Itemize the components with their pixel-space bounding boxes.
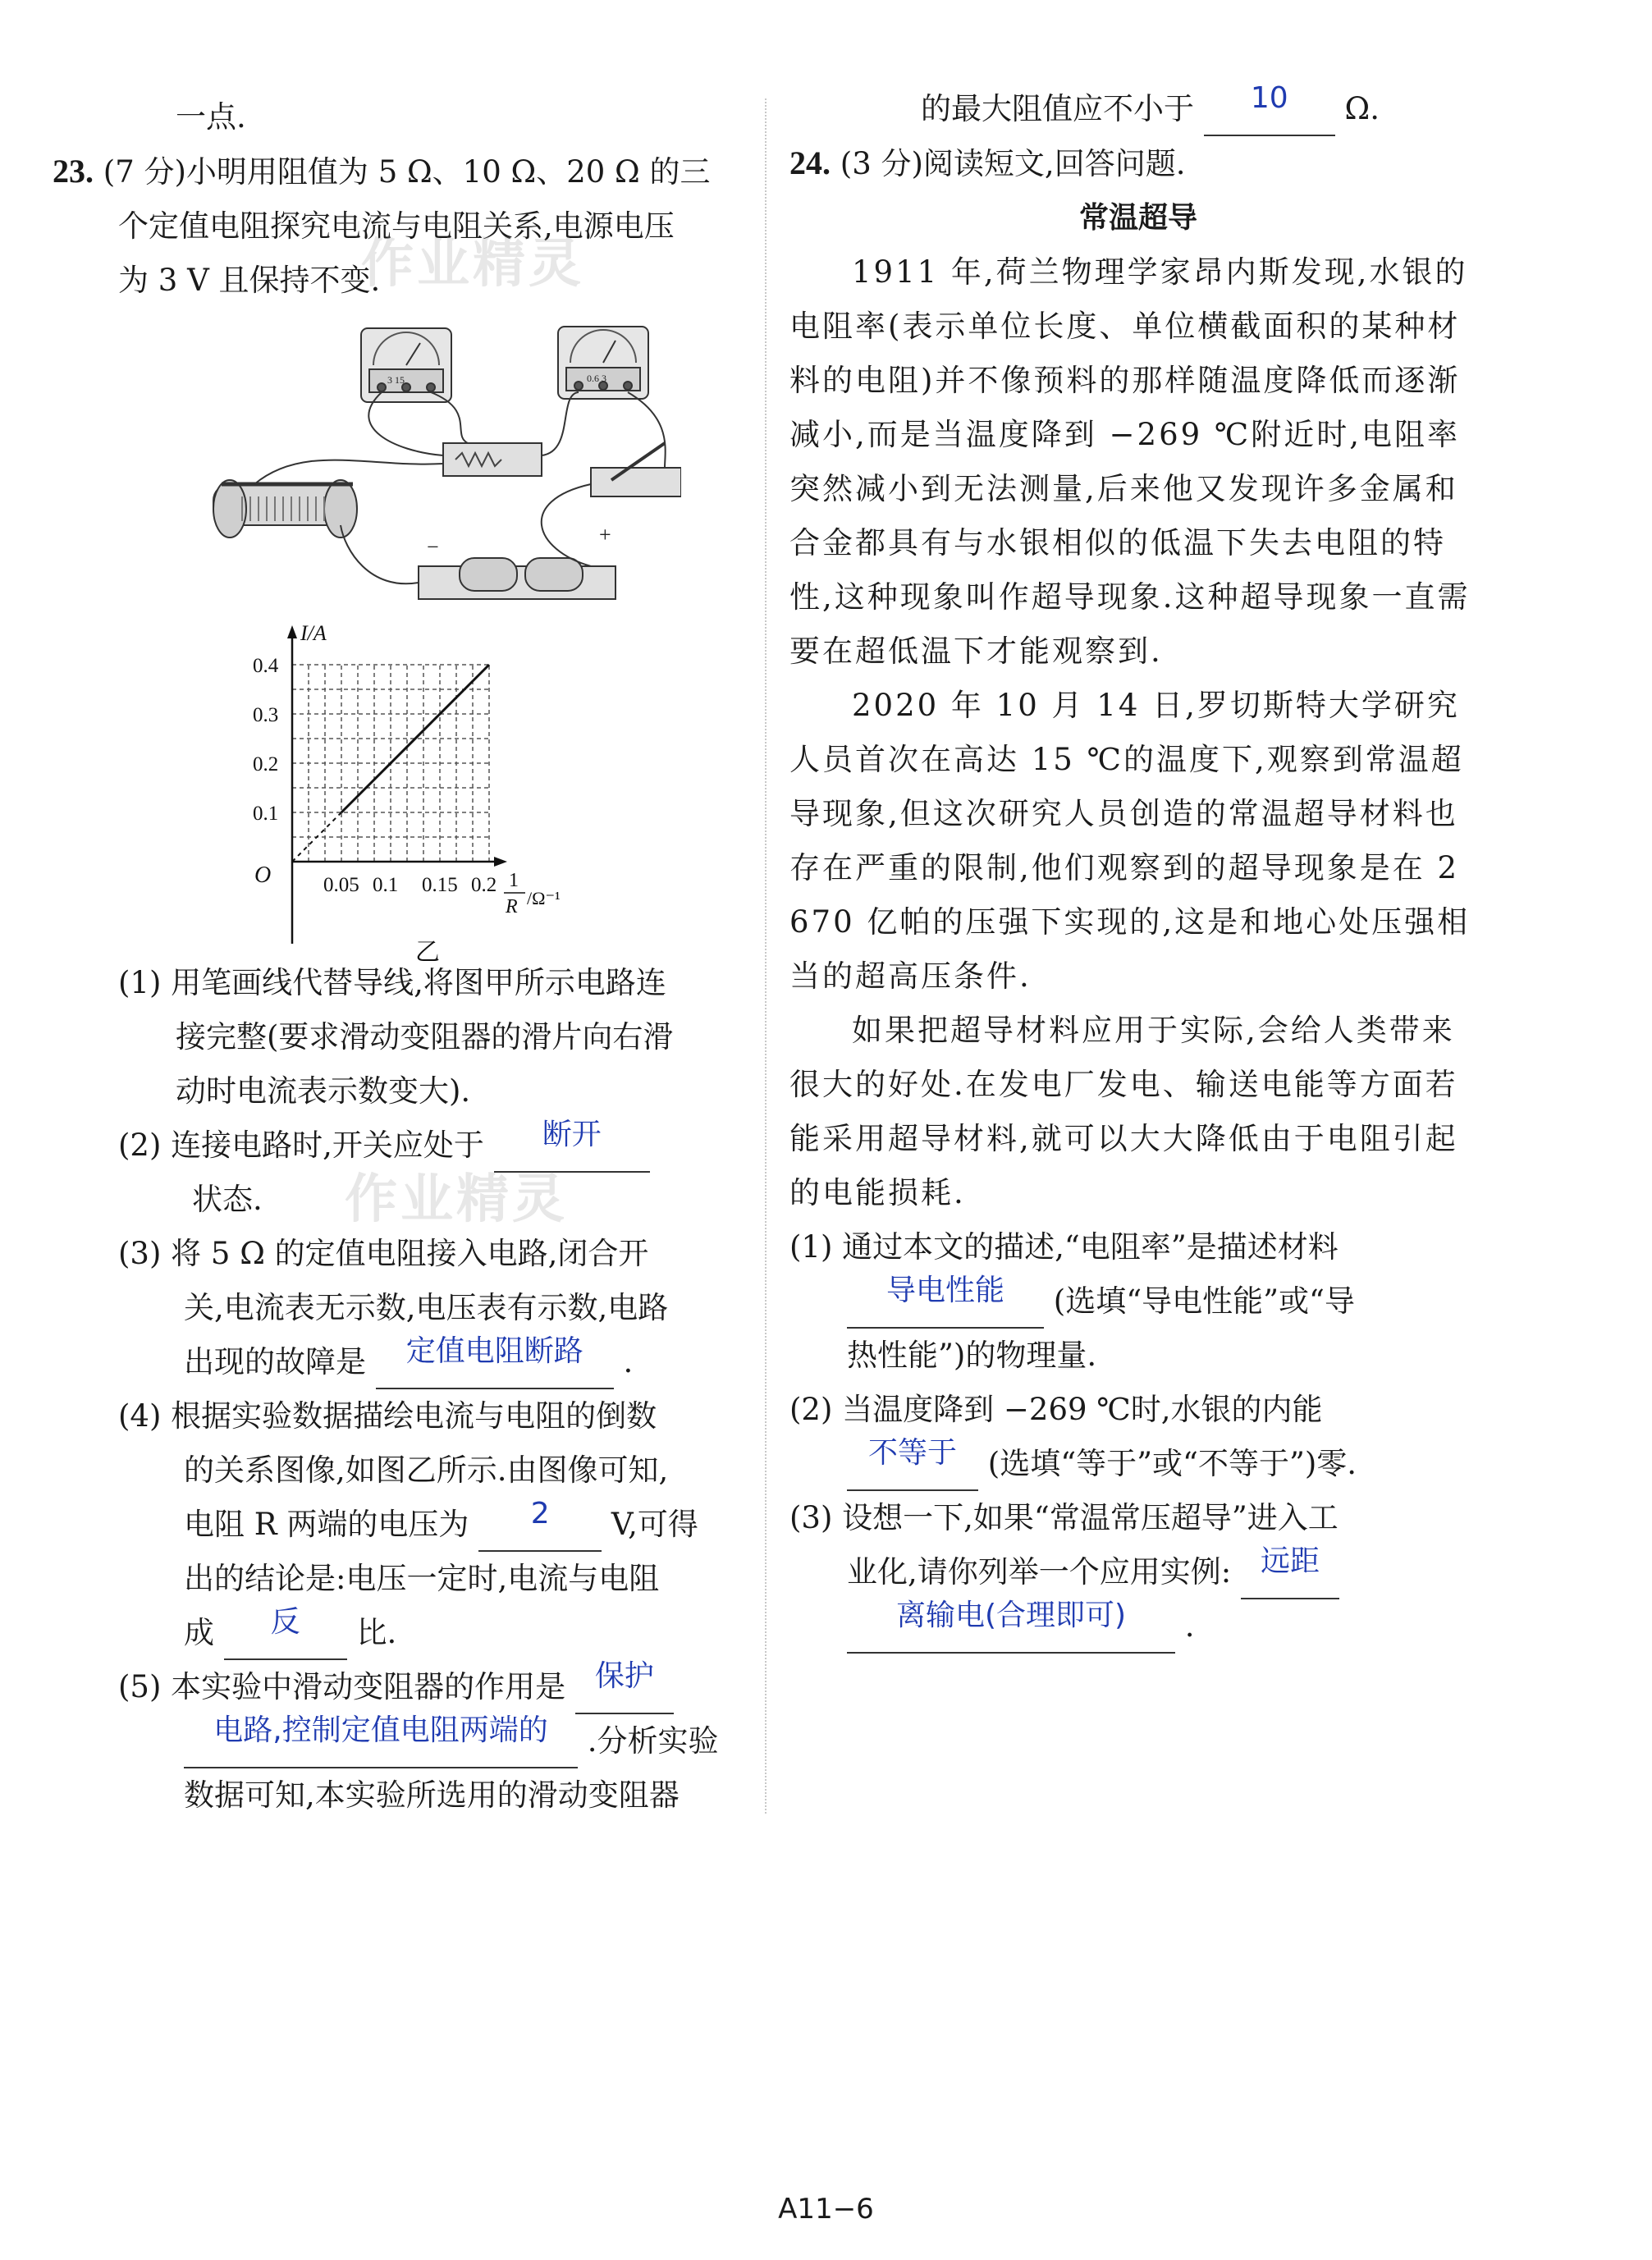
s2-line-2 (789, 1437, 1487, 1491)
s3-post: . (1184, 1608, 1195, 1644)
wire (542, 484, 591, 566)
answer-blank (847, 1274, 1044, 1329)
sub5-line-3: 数据可知,本实验所选用的滑动变阻器 (184, 1777, 680, 1813)
x-tick-label: 0.1 (373, 874, 399, 896)
q23-line-1 (53, 144, 742, 199)
sub2-line-2: 状态. (192, 1182, 263, 1217)
sub1-line-2: 接完整(要求滑动变阻器的滑片向右滑 (176, 1019, 674, 1055)
answer-blank (376, 1334, 614, 1389)
handwritten-answer: 不等于 (867, 1436, 957, 1470)
sub4-post-2: 比. (356, 1615, 397, 1650)
answer-blank (1241, 1544, 1339, 1599)
question-number: 24. (789, 144, 831, 181)
s3-line-1: (3) 设想一下,如果“常温常压超导”进入工 (789, 1500, 1339, 1535)
sub5-text: (5) 本实验中滑动变阻器的作用是 (118, 1669, 566, 1704)
s2-line-1: (2) 当温度降到 −269 ℃时,水银的内能 (789, 1392, 1323, 1427)
y-tick-label: 0.1 (253, 803, 279, 825)
q24-line-1 (789, 136, 1487, 191)
sub5-line-2 (53, 1714, 742, 1768)
unit-ohm: Ω. (1344, 91, 1380, 126)
q23-line-3: 为 3 V 且保持不变. (118, 263, 381, 298)
handwritten-answer: 断开 (542, 1118, 602, 1151)
handwritten-answer: 离输电(合理即可) (895, 1599, 1127, 1632)
s1-text: (选填“导电性能”或“导 (1053, 1283, 1355, 1319)
x-tick-label: 0.2 (471, 874, 497, 896)
voltmeter (361, 328, 451, 402)
sub3-line-3 (53, 1335, 742, 1389)
y-axis-label: I/A (300, 621, 327, 645)
y-axis-arrow (287, 625, 297, 638)
q23-continuation (789, 82, 1487, 136)
x-axis-arrow (494, 857, 507, 867)
sub5-line-1 (53, 1660, 742, 1714)
sub4-line-4: 出的结论是:电压一定时,电流与电阻 (184, 1561, 660, 1596)
origin-label: O (254, 862, 272, 888)
sub4-text: 电阻 R 两端的电压为 (184, 1507, 469, 1542)
handwritten-answer: 保护 (594, 1659, 654, 1693)
s3-line-2 (789, 1545, 1487, 1599)
continuation-text: 一点. (176, 99, 246, 135)
right-column (789, 81, 1487, 1654)
handwritten-answer: 电路,控制定值电阻两端的 (213, 1713, 548, 1747)
y-tick-label: 0.2 (253, 753, 279, 775)
q24-text: (3 分)阅读短文,回答问题. (840, 146, 1186, 181)
answer-blank (184, 1713, 578, 1768)
sub5-post: .分析实验 (587, 1723, 719, 1759)
battery (419, 523, 615, 599)
sub3-line-1: (3) 将 5 Ω 的定值电阻接入电路,闭合开 (118, 1236, 649, 1271)
x-tick-label: 0.05 (323, 874, 359, 896)
answer-blank (847, 1436, 978, 1491)
sub2-text: (2) 连接电路时,开关应处于 (118, 1128, 484, 1163)
y-tick-label: 0.3 (253, 704, 279, 726)
x-axis-label-num: 1 (509, 870, 519, 891)
wire (542, 392, 579, 455)
handwritten-answer: 10 (1250, 81, 1288, 115)
answer-blank (224, 1605, 347, 1660)
voltmeter-scale: 3 15 (387, 374, 405, 386)
wire (254, 460, 443, 484)
s1-line-3: 热性能”)的物理量. (847, 1338, 1097, 1373)
ammeter (558, 327, 648, 399)
sub3-post: . (623, 1344, 634, 1379)
sub1-line-1: (1) 用笔画线代替导线,将图甲所示电路连 (118, 965, 666, 1000)
answer-blank (847, 1599, 1175, 1654)
sub1-line-3: 动时电流表示数变大). (176, 1073, 471, 1109)
q23-text: (7 分)小明用阻值为 5 Ω、10 Ω、20 Ω 的三 (103, 154, 711, 190)
x-axis-label-den: R (506, 896, 518, 917)
sub3-text: 出现的故障是 (184, 1344, 366, 1379)
plus-sign: + (599, 523, 611, 547)
figure-caption: 乙 (415, 939, 440, 966)
data-line (341, 665, 489, 812)
handwritten-answer: 2 (530, 1497, 550, 1530)
q23-continuation-text: 的最大阻值应不小于 (921, 91, 1194, 126)
sub4-line-2: 的关系图像,如图乙所示.由图像可知, (184, 1453, 669, 1488)
figure-svg (205, 320, 681, 968)
circuit-diagram (213, 327, 681, 599)
sub4-text-2: 成 (184, 1615, 214, 1650)
answer-blank (575, 1659, 674, 1714)
x-axis-label-unit: /Ω⁻¹ (527, 888, 561, 908)
question-number: 23. (53, 153, 94, 190)
article-paragraph-1: 1911 年,荷兰物理学家昂内斯发现,水银的电阻率(表示单位长度、单位横截面积的某种材料的电阻)并不像预料的那样随温度降低而逐渐减小,而是当温度降到 −269 ℃附近时,电阻率突然减小到无法测量,后来他又发现许多金属和合金都具有与水银相似的低温下失去电阻的特性,这种现象叫作超导现象.这种超导现象一直需要在超低温下才能观察到. (789, 254, 1471, 669)
q23-line-2: 个定值电阻探究电流与电阻关系,电源电压 (118, 208, 675, 244)
y-tick-label: 0.4 (253, 655, 279, 677)
article-title: 常温超导 (1078, 201, 1197, 235)
sub3-line-2: 关,电流表无示数,电压表有示数,电路 (184, 1290, 669, 1325)
graph (253, 621, 561, 966)
s3-line-3 (789, 1599, 1487, 1654)
page-number: A11−6 (778, 2193, 874, 2226)
s3-text: 业化,请你列举一个应用实例: (847, 1554, 1232, 1590)
ammeter-scale: 0.6 3 (587, 373, 606, 384)
answer-blank (1204, 81, 1335, 136)
sub4-post: V,可得 (611, 1507, 698, 1542)
handwritten-answer: 反 (270, 1605, 300, 1639)
article-paragraph-2: 2020 年 10 月 14 日,罗切斯特大学研究人员首次在高达 15 ℃的温度下,观察到常温超导现象,但这次研究人员创造的常温超导材料也存在严重的限制,他们观察到的超导现象是在 2 670 亿帕的压强下实现的,这是和地心处压强相当的超高压条件. (789, 688, 1471, 994)
s1-line-2 (789, 1274, 1487, 1329)
sub4-line-1: (4) 根据实验数据描绘电流与电阻的倒数 (118, 1398, 657, 1434)
watermark: 作业精灵 (361, 234, 584, 295)
handwritten-answer: 导电性能 (885, 1274, 1004, 1307)
handwritten-answer: 定值电阻断路 (405, 1334, 583, 1368)
s2-text: (选填“等于”或“不等于”)零. (987, 1446, 1357, 1481)
answer-blank (478, 1497, 602, 1552)
figure (205, 320, 681, 972)
watermark: 作业精灵 (345, 1169, 568, 1230)
rheostat (213, 480, 357, 538)
wire (341, 525, 419, 583)
sub4-line-3 (53, 1498, 742, 1552)
switch (591, 468, 681, 496)
x-tick-label: 0.15 (422, 874, 458, 896)
article-paragraph-3: 如果把超导材料应用于实际,会给人类带来很大的好处.在发电厂发电、输送电能等方面若能采用超导材料,就可以大大降低由于电阻引起的电能损耗. (789, 1013, 1458, 1210)
sub4-line-5 (53, 1606, 742, 1660)
minus-sign: − (427, 535, 439, 559)
handwritten-answer: 远距 (1260, 1544, 1320, 1578)
s1-line-1: (1) 通过本文的描述,“电阻率”是描述材料 (789, 1229, 1339, 1265)
column-divider (765, 98, 767, 1814)
